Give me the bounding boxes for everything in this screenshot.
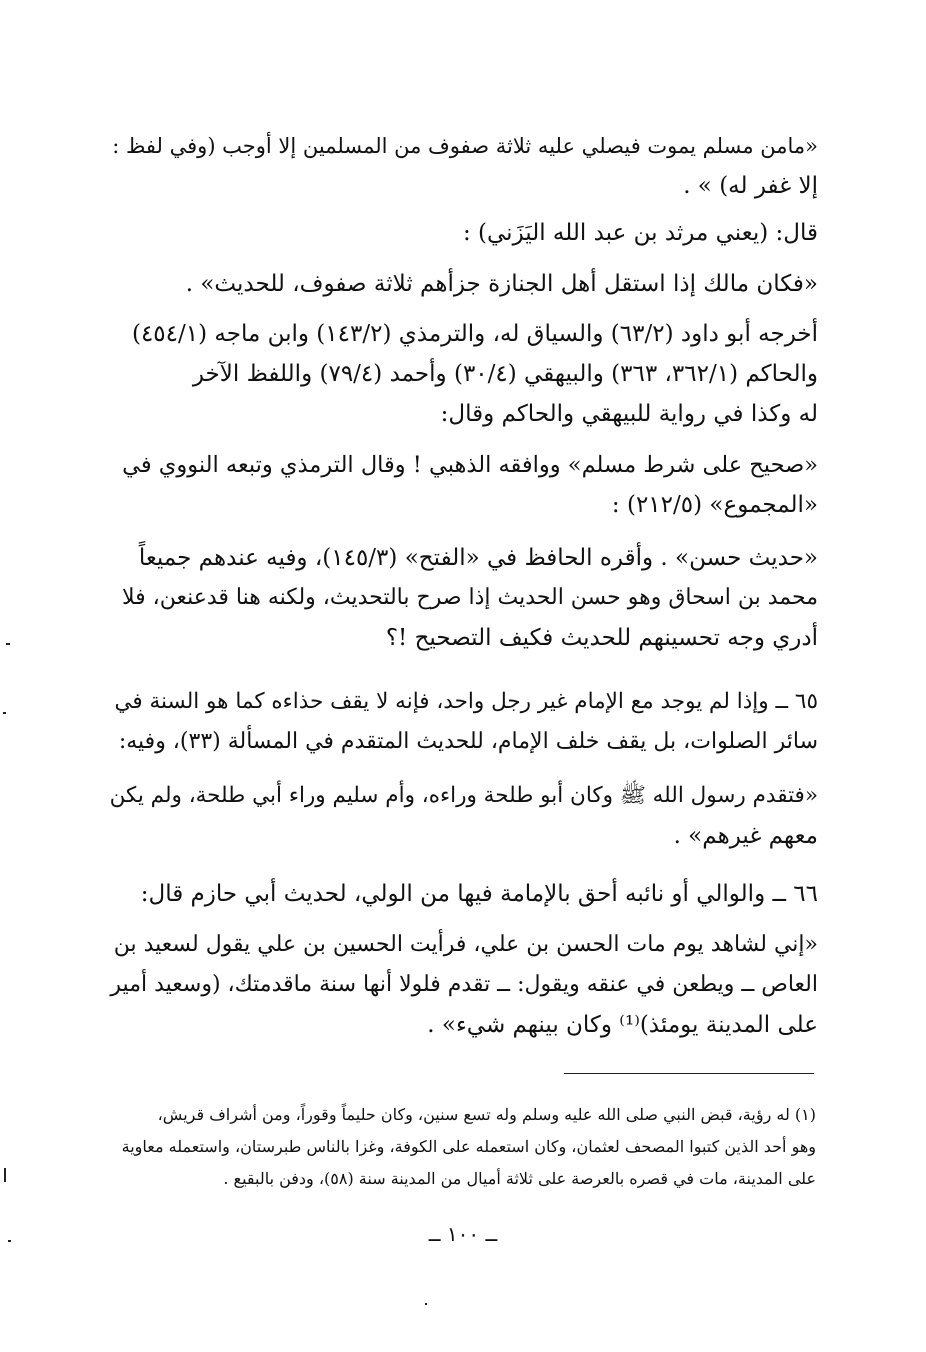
text-line: ٦٥ ــ وإذا لم يوجد مع الإمام غير رجل واحد، فإنه لا يقف حذاءه كما هو السنة في	[114, 689, 818, 714]
takhrij-paragraph	[108, 314, 818, 434]
hadith-quote-paragraph	[108, 264, 818, 304]
footnote	[100, 1099, 816, 1195]
scan-mark	[8, 1240, 11, 1242]
text-line: «فكان مالك إذا استقل أهل الجنازة جزأهم ثلاثة صفوف، للحديث» .	[185, 271, 818, 297]
scan-mark	[6, 643, 10, 645]
narrator-paragraph	[108, 213, 818, 253]
hadith-quote-paragraph	[108, 126, 818, 206]
text-line: له وكذا في رواية للبيهقي والحاكم وقال:	[440, 401, 818, 427]
text-line: «فتقدم رسول الله ﷺ وكان أبو طلحة وراءه، وأم سليم وراء أبي طلحة، ولم يكن	[109, 783, 818, 808]
text-line: أدري وجه تحسينهم للحديث فكيف التصحيح !؟	[385, 625, 818, 651]
footnote-line: (١) له رؤية، قبض النبي صلى الله عليه وسلم وله تسع سنين، وكان حليماً وقوراً، ومن أشراف قريش،	[157, 1105, 816, 1124]
text-line: ٦٦ ــ والوالي أو نائبه أحق بالإمامة فيها من الولي، لحديث أبي حازم قال:	[140, 881, 818, 907]
text-line: «مامن مسلم يموت فيصلي عليه ثلاثة صفوف من المسلمين إلا أوجب (وفي لفظ :	[112, 134, 818, 158]
page-number: ــ ١٠٠ ــ	[428, 1222, 498, 1246]
footnote-line: على المدينة، مات في قصره بالعرصة على ثلاثة أميال من المدينة سنة (٥٨)، ودفن بالبقيع .	[223, 1169, 816, 1188]
footnote-line: وهو أحد الذين كتبوا المصحف لعثمان، وكان استعمله على الكوفة، وغزا بالناس طبرستان، واستعمله معاوية	[121, 1137, 816, 1156]
text-line: أخرجه أبو داود (٦٣/٢) والسياق له، والترمذي (١٤٣/٢) وابن ماجه (٤٥٤/١)	[131, 321, 818, 347]
scan-mark	[425, 1303, 427, 1305]
text-line: إلا غفر له) » .	[683, 173, 818, 199]
text-line: قال: (يعني مرثد بن عبد الله اليَزَني) :	[462, 220, 818, 246]
text-line: على المدينة يومئذ)⁽¹⁾ وكان بينهم شيء» .	[427, 1012, 818, 1038]
text-line: «حديث حسن» . وأقره الحافظ في «الفتح» (١٤٥/٣)، وفيه عندهم جميعاً	[138, 545, 818, 571]
footnote-divider	[564, 1073, 814, 1074]
section-66-paragraph	[108, 874, 818, 914]
scan-mark	[3, 712, 6, 714]
hadith-quote-paragraph	[108, 776, 818, 856]
scan-mark	[4, 1168, 6, 1182]
section-65-paragraph	[108, 682, 818, 762]
text-line: العاص ــ ويطعن في عنقه ويقول: ــ تقدم فلولا أنها سنة ماقدمتك، (وسعيد أمير	[110, 972, 818, 997]
text-line: «صحيح على شرط مسلم» ووافقه الذهبي ! وقال الترمذي وتبعه النووي في	[122, 452, 818, 478]
commentary-paragraph	[108, 538, 818, 658]
text-line: محمد بن اسحاق وهو حسن الحديث إذا صرح بالتحديث، ولكنه هنا قدعنعن، فلا	[122, 585, 818, 610]
grading-paragraph	[108, 445, 818, 525]
text-line: والحاكم (٣٦٢/١، ٣٦٣) والبيهقي (٣٠/٤) وأحمد (٧٩/٤) واللفظ الآخر	[192, 361, 818, 387]
hadith-quote-paragraph	[108, 925, 818, 1045]
text-line: «المجموع» (٢١٢/٥) :	[611, 492, 818, 518]
text-line: معهم غيرهم» .	[673, 823, 818, 849]
text-line: سائر الصلوات، بل يقف خلف الإمام، للحديث المتقدم في المسألة (٣٣)، وفيه:	[118, 729, 818, 754]
text-line: «إني لشاهد يوم مات الحسن بن علي، فرأيت الحسين بن علي يقول لسعيد بن	[113, 932, 818, 957]
